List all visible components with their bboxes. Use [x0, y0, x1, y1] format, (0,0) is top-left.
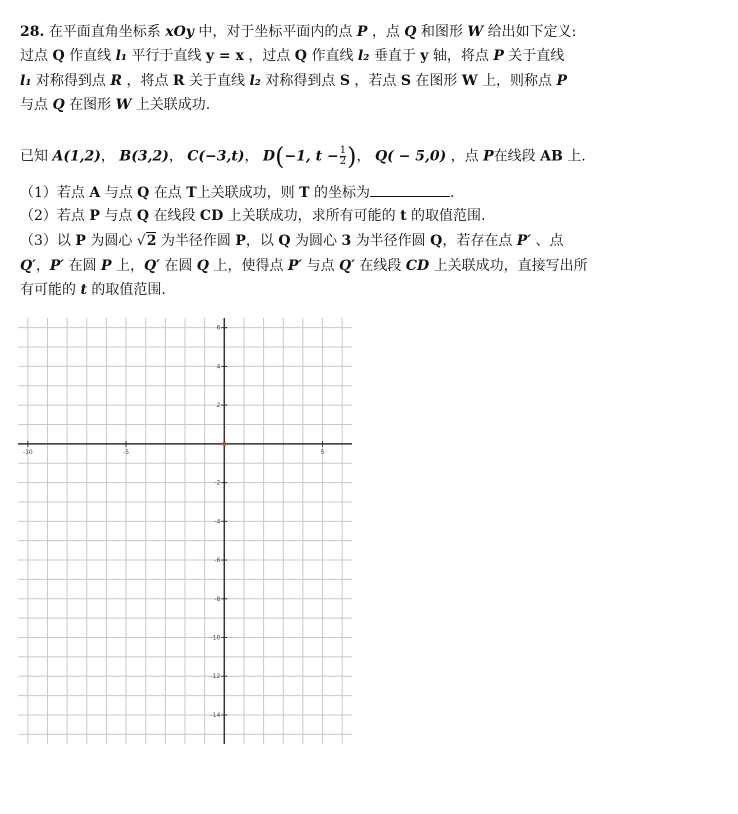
text: 在图形 — [69, 97, 112, 113]
text: 作直线 — [69, 48, 112, 64]
y-tick-label: 4 — [216, 363, 221, 371]
figure-W: W — [461, 73, 478, 89]
text: . — [450, 185, 455, 201]
point-P: P — [235, 233, 246, 249]
y-axis-label: y — [420, 48, 429, 64]
point-Q: Q — [278, 233, 291, 249]
point-P: P — [483, 148, 494, 165]
text: 为圆心 — [90, 233, 133, 249]
text: 关于直线 — [508, 48, 565, 64]
text: 、点 — [535, 233, 564, 249]
text: 与点 — [306, 258, 335, 274]
point-P-prime: P′ — [49, 258, 65, 274]
y-tick-label: -12 — [210, 673, 221, 681]
y-tick-label: -8 — [214, 595, 221, 603]
point-Q-prime: Q′ — [339, 258, 355, 274]
text: 为圆心 — [295, 233, 338, 249]
question-3-line-1: （3）以 P 为圆心 √2 为半径作圆 P，以 Q 为圆心 3 为半径作圆 Q，若存在点 P′ 、点 — [20, 233, 564, 249]
text: 对称得到点 — [35, 73, 106, 89]
point-Q: Q — [52, 48, 65, 64]
text: ， — [35, 258, 50, 274]
text: 平行于直线 — [131, 48, 202, 64]
text: ，过点 — [248, 48, 291, 64]
text: 为半径作圆 — [160, 233, 231, 249]
text: ，若存在点 — [442, 233, 513, 249]
sqrt-radicand: 2 — [146, 233, 157, 249]
y-tick-label: -10 — [210, 634, 221, 642]
point-Q: Q — [294, 48, 307, 64]
point-D-coords: −1, t − — [284, 148, 339, 165]
text: （1）若点 — [20, 185, 85, 201]
text: 作直线 — [311, 48, 354, 64]
point-R: R — [110, 73, 122, 89]
line-l1: l₁ — [20, 73, 32, 89]
text: 上， — [116, 258, 144, 274]
param-t: t — [400, 208, 407, 224]
y-tick-label: 2 — [216, 402, 221, 410]
text: 上，则称点 — [482, 73, 553, 89]
text: 的坐标为 — [314, 185, 371, 201]
y-tick-label: -6 — [214, 557, 221, 565]
text: ，将点 — [126, 73, 169, 89]
y-tick-label: 6 — [216, 324, 221, 332]
y-tick-label: -4 — [214, 518, 221, 526]
text: 在图形 — [415, 73, 458, 89]
point-R: R — [172, 73, 185, 89]
point-A: A — [89, 185, 101, 201]
point-A: A(1,2) — [52, 148, 101, 165]
point-C: C(−3,t) — [187, 148, 245, 165]
point-P-prime: P′ — [516, 233, 532, 249]
text: ，点 — [371, 24, 400, 40]
text: 在圆 — [68, 258, 97, 274]
point-Q-prime: Q′ — [20, 258, 36, 274]
segment-CD: CD — [405, 258, 430, 274]
text: 中，对于坐标平面内的点 — [198, 24, 353, 40]
paren-close: ) — [347, 142, 357, 171]
text: 上关联成功，求所有可能的 — [227, 208, 396, 224]
text: 的取值范围. — [411, 208, 486, 224]
point-P: P — [493, 48, 504, 64]
point-P: P — [75, 233, 86, 249]
text: ，若点 — [354, 73, 397, 89]
point-Q: Q — [196, 258, 209, 274]
point-T: T — [186, 185, 197, 201]
x-tick-label: -5 — [123, 448, 130, 456]
segment-CD: CD — [199, 208, 224, 224]
point-Q-coords: Q( − 5,0) — [374, 148, 447, 165]
text: 在线段 — [153, 208, 196, 224]
text: ，以 — [245, 233, 274, 249]
text: 在线段 — [359, 258, 402, 274]
text: 垂直于 — [373, 48, 416, 64]
equation-y-eq-x: y = x — [205, 48, 244, 64]
text: 在线段 — [493, 148, 536, 165]
text: 与点 — [104, 208, 133, 224]
figure-W: W — [115, 97, 132, 113]
x-tick-label: 5 — [320, 448, 325, 456]
text: 在点 — [153, 185, 182, 201]
point-Q-prime: Q′ — [144, 258, 160, 274]
text: 与点 — [20, 97, 48, 113]
point-Q: Q — [404, 24, 417, 40]
problem-number: 28. — [20, 24, 45, 40]
text: 过点 — [20, 48, 48, 64]
text: 已知 — [20, 148, 48, 165]
point-S: S — [339, 73, 350, 89]
line-l1: l₁ — [115, 48, 128, 64]
figure-W: W — [467, 24, 484, 40]
line-l2: l₂ — [357, 48, 370, 64]
point-Q: Q — [136, 208, 150, 224]
text: 关于直线 — [189, 73, 245, 89]
param-t: t — [80, 282, 87, 298]
text: 给出如下定义: — [487, 24, 577, 40]
y-tick-label: -2 — [214, 479, 221, 487]
text: 在圆 — [164, 258, 193, 274]
x-tick-label: -10 — [22, 448, 33, 456]
text: 对称得到点 — [265, 73, 336, 89]
text: 在平面直角坐标系 — [48, 24, 161, 40]
text: 上关联成功，直接写出所 — [433, 258, 588, 274]
paren-open: ( — [275, 142, 285, 171]
fraction-numerator: 1 — [339, 145, 347, 156]
text: ，点 — [450, 148, 479, 165]
text: 为半径作圆 — [355, 233, 426, 249]
point-B: B(3,2) — [119, 148, 169, 165]
text: 轴，将点 — [432, 48, 489, 64]
line-l2: l₂ — [249, 73, 261, 89]
fraction-denominator: 2 — [339, 156, 347, 167]
segment-AB: AB — [540, 148, 563, 165]
point-Q: Q — [137, 185, 150, 201]
text: 的取值范围. — [91, 282, 166, 298]
point-D-label: D — [262, 148, 276, 165]
point-P: P — [556, 73, 568, 89]
point-T: T — [299, 185, 310, 201]
coord-system: xOy — [165, 24, 194, 40]
text: （3）以 — [20, 233, 71, 249]
y-tick-label: -14 — [210, 711, 221, 719]
point-P: P — [101, 258, 112, 274]
point-P-prime: P′ — [287, 258, 303, 274]
text: 与点 — [104, 185, 133, 201]
text: 上，使得点 — [213, 258, 284, 274]
point-S: S — [400, 73, 411, 89]
text: 上关联成功. — [135, 97, 211, 113]
given-line: 已知 A(1,2)， B(3,2)， C(−3,t)， D(−1, t − $\frac{1}{2}$ )， Q( − 5,0) ，点 P在线段 AB 上. — [20, 142, 586, 171]
text: 和图形 — [420, 24, 463, 40]
point-P: P — [89, 208, 100, 224]
point-Q: Q — [52, 97, 65, 113]
text: 有可能的 — [20, 282, 76, 298]
point-P: P — [356, 24, 368, 40]
point-Q: Q — [430, 233, 443, 249]
origin-dot — [222, 442, 226, 446]
text: 上. — [567, 148, 586, 165]
radius-3: 3 — [341, 233, 352, 249]
text: 上关联成功，则 — [196, 185, 295, 201]
text: （2）若点 — [20, 208, 85, 224]
